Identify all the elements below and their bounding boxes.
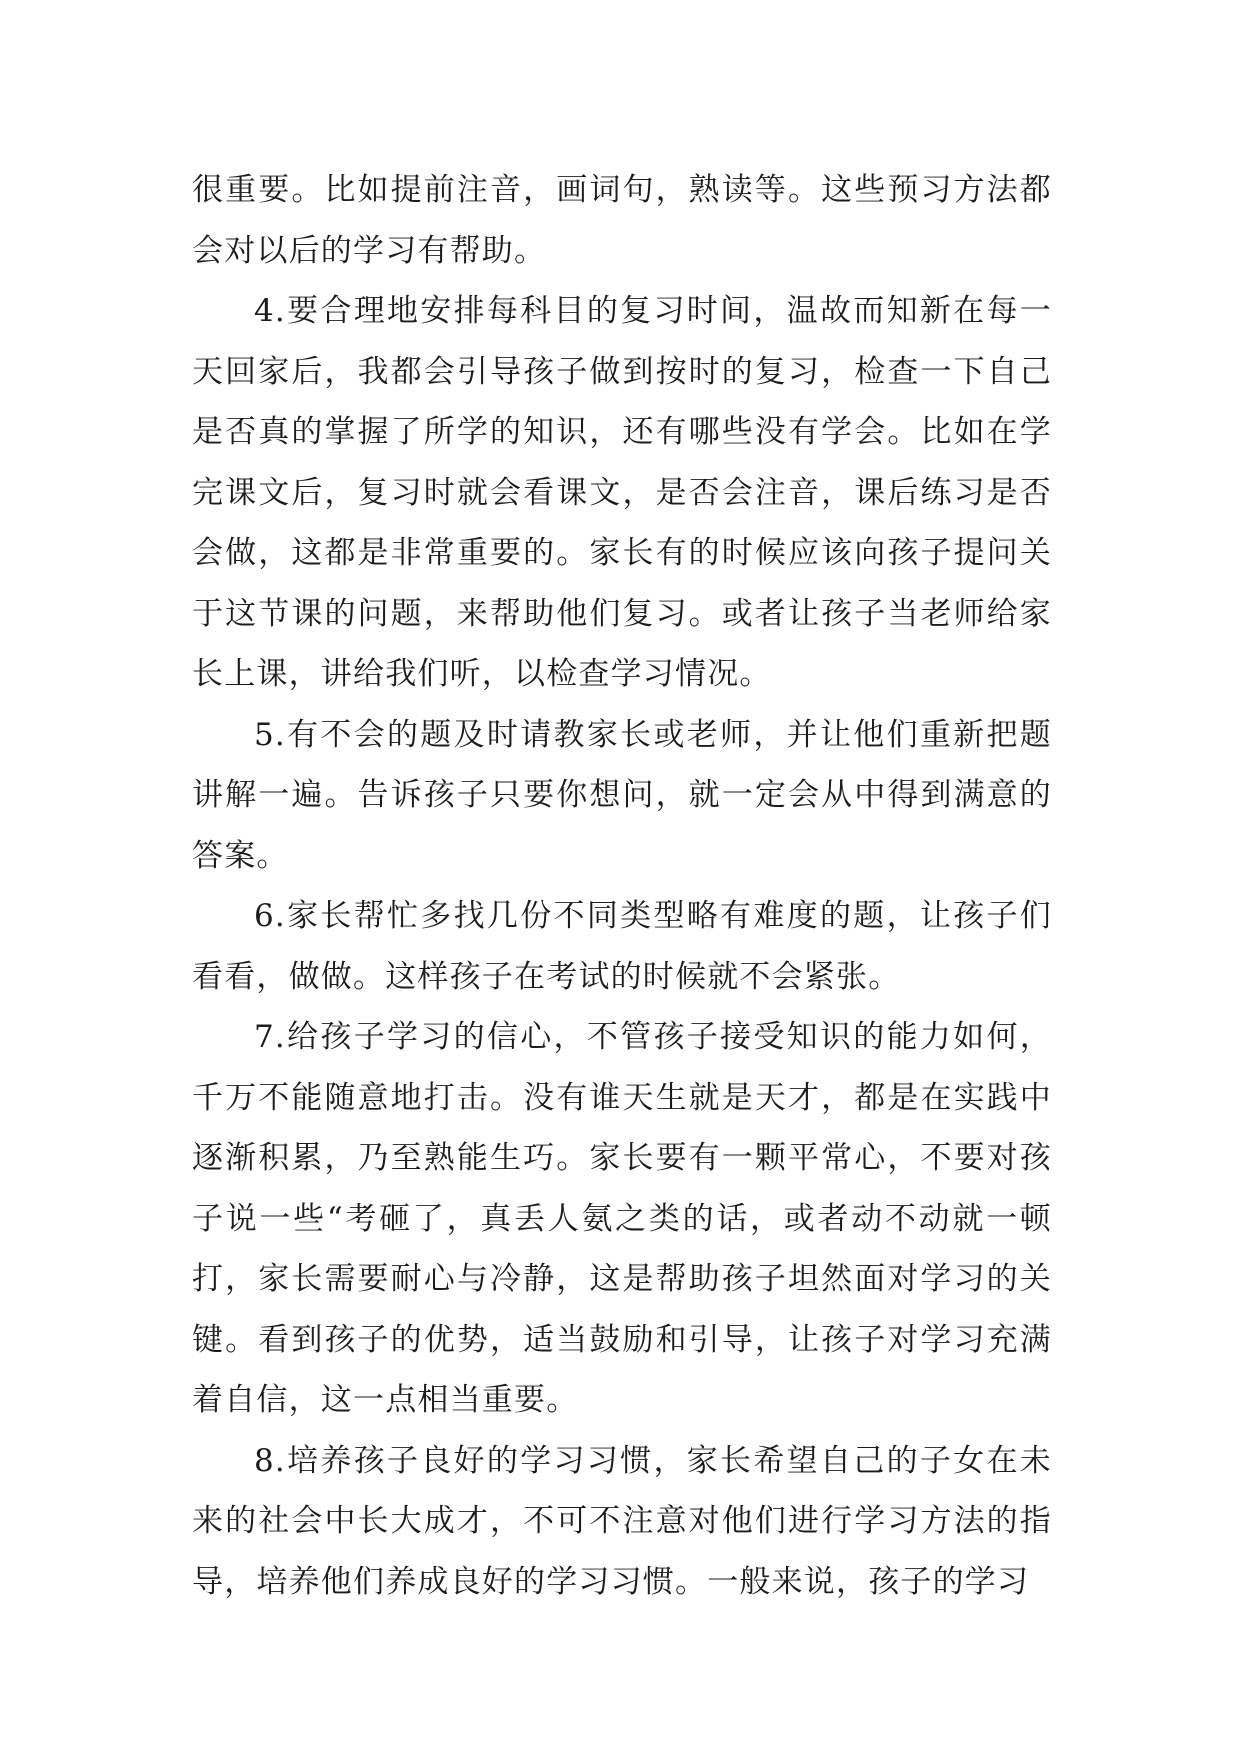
paragraph-item-5: 5.有不会的题及时请教家长或老师，并让他们重新把题讲解一遍。告诉孩子只要你想问，就一定会从中得到满意的答案。 bbox=[192, 716, 1052, 874]
paragraph-item-7: 7.给孩子学习的信心，不管孩子接受知识的能力如何，千万不能随意地打击。没有谁天生就是天才，都是在实践中逐渐积累，乃至熟能生巧。家长要有一颗平常心，不要对孩子说一些“考砸了，真丢人氨之类的话，或者动不动就一顿打，家长需要耐心与冷静，这是帮助孩子坦然面对学习的关键。看到孩子的优势，适当鼓励和引导，让孩子对学习充满着自信，这一点相当重要。 bbox=[192, 1019, 1052, 1418]
paragraph-continuation: 很重要。比如提前注音，画词句，熟读等。这些预习方法都会对以后的学习有帮助。 bbox=[192, 172, 1052, 269]
paragraph-item-4: 4.要合理地安排每科目的复习时间，温故而知新在每一天回家后，我都会引导孩子做到按时的复习，检查一下自己是否真的掌握了所学的知识，还有哪些没有学会。比如在学完课文后，复习时就会看课文，是否会注音，课后练习是否会做，这都是非常重要的。家长有的时候应该向孩子提问关于这节课的问题，来帮助他们复习。或者让孩子当老师给家长上课，讲给我们听，以检查学习情况。 bbox=[192, 293, 1052, 692]
document-body bbox=[192, 160, 1052, 1612]
paragraph-item-8: 8.培养孩子良好的学习习惯，家长希望自己的子女在未来的社会中长大成才，不可不注意对他们进行学习方法的指导，培养他们养成良好的学习习惯。一般来说，孩子的学习 bbox=[192, 1442, 1052, 1600]
paragraph-item-6: 6.家长帮忙多找几份不同类型略有难度的题，让孩子们看看，做做。这样孩子在考试的时候就不会紧张。 bbox=[192, 898, 1052, 995]
